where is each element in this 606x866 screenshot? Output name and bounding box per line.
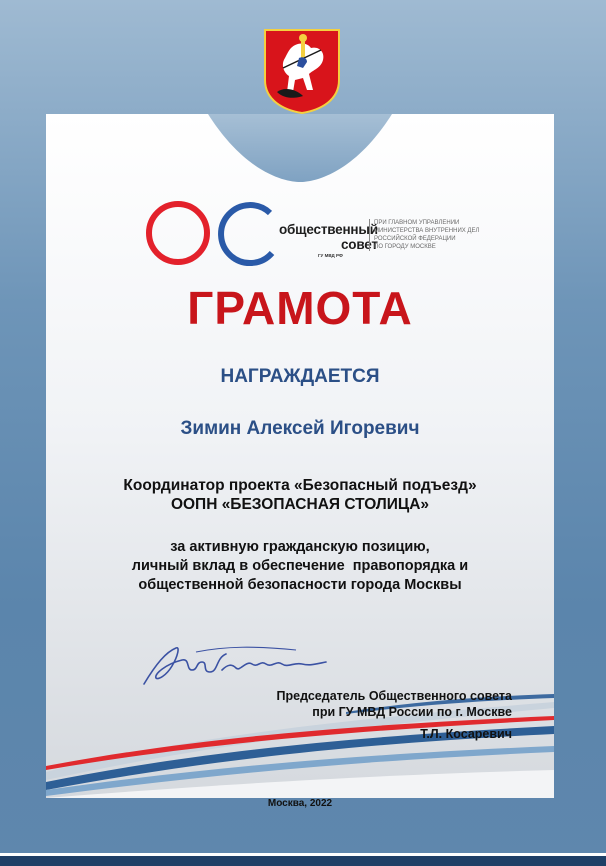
logo-small-mark: ГУ МВД РФ: [318, 253, 343, 258]
reason-line: общественной безопасности города Москвы: [138, 577, 462, 593]
moscow-coat-of-arms-icon: [263, 28, 341, 114]
place-and-year: Москва, 2022: [267, 798, 333, 809]
signatory-title-line: Председатель Общественного совета: [276, 689, 512, 703]
public-council-logo: [144, 196, 484, 270]
logo-word-line2: совет: [340, 237, 378, 252]
recipient-name: Зимин Алексей Игоревич: [180, 418, 420, 439]
award-reason: [46, 538, 554, 595]
logo-subtitle: ПРИ ГЛАВНОМ УПРАВЛЕНИИ МИНИСТЕРСТВА ВНУТРЕННИХ ДЕЛ РОССИЙСКОЙ ФЕДЕРАЦИИ ПО ГОРОДУ МОСКВЕ: [369, 219, 479, 251]
certificate-title: ГРАМОТА: [187, 282, 413, 334]
signatory-title-line: при ГУ МВД России по г. Москве: [312, 705, 512, 719]
position-line: ООПН «БЕЗОПАСНАЯ СТОЛИЦА»: [170, 496, 430, 513]
obshchestvenny-sovet-logo-icon: [144, 196, 284, 270]
reason-line: за активную гражданскую позицию,: [170, 539, 430, 555]
certificate-sheet: [46, 114, 554, 809]
logo-word-line1: общественный: [279, 222, 378, 237]
signatory-name: Т.Л. Косаревич: [420, 727, 512, 741]
awarded-heading: НАГРАЖДАЕТСЯ: [220, 366, 380, 387]
logo-wordmark: [279, 222, 378, 252]
signatory-title: [277, 688, 512, 720]
signature-icon: [136, 634, 336, 694]
top-arch-cutout: [46, 114, 554, 194]
reason-line: личный вклад в обеспечение правопорядка и: [131, 558, 469, 574]
position-line: Координатор проекта «Безопасный подъезд»: [123, 477, 477, 494]
bottom-border-bar: [0, 853, 606, 866]
recipient-position: [46, 476, 554, 514]
